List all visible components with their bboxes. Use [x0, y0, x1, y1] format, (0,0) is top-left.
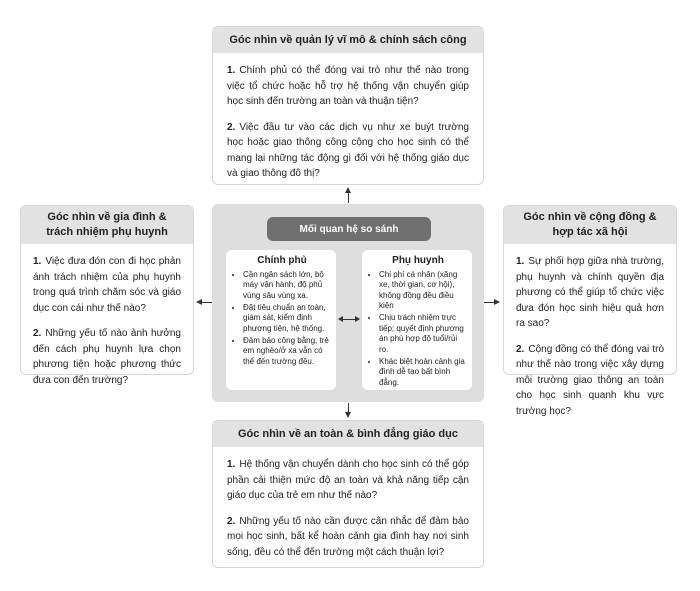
arrow-up-icon: [345, 187, 351, 193]
left-question-1: 1. Việc đưa đón con đi học phản ánh trách nhiệm của phụ huynh trong quá trình chăm sóc và giáo dục con cái như thế nào?: [33, 256, 181, 314]
left-perspective-box: [20, 205, 194, 386]
parents-bullet: • Chi phí cá nhân (xăng xe, thời gian, cơ hội), không đồng đều điều kiện: [379, 270, 466, 312]
arrow-left-icon: [196, 299, 202, 305]
arrow-down-icon: [345, 412, 351, 418]
government-title: Chính phủ: [257, 255, 307, 266]
bottom-perspective-title: Góc nhìn về an toàn & bình đẳng giáo dục: [213, 421, 483, 447]
parents-title: Phụ huynh: [392, 255, 444, 266]
government-bullet: • Đặt tiêu chuẩn an toàn, giám sát, kiểm định phương tiện, hệ thống.: [243, 303, 330, 335]
right-perspective-box: [503, 205, 677, 417]
parents-card: [362, 250, 472, 390]
government-bullet: • Đảm bảo công bằng, trẻ em nghèo/ở xa vẫn có thể đến trường đều.: [243, 336, 330, 368]
right-perspective-title: Góc nhìn về cộng đồng & hợp tác xã hội: [504, 206, 676, 244]
government-bullet: • Cần ngân sách lớn, bộ máy vận hành, độ phủ vùng sâu vùng xa.: [243, 270, 330, 302]
right-question-2: 2. Cộng đồng có thể đóng vai trò như thế nào trong việc xây dựng môi trường giao thông an toàn cho học sinh quanh khu vực trường học?: [516, 343, 664, 417]
bottom-question-2: 2. Những yếu tố nào cần được cân nhắc để đảm bảo mọi học sinh, bất kể hoàn cảnh gia đình hay nơi sinh sống, đều có thể đến trường một cách thuận lợi?: [227, 515, 469, 558]
arrow-right-icon: [494, 299, 500, 305]
parents-bullet: • Chịu trách nhiệm trực tiếp; quyết định phương án phù hợp độ tuổi/rủi ro.: [379, 313, 466, 355]
top-question-1: 1. Chính phủ có thể đóng vai trò như thế nào trong việc tổ chức hoặc hỗ trợ hệ thống vận chuyển giúp học sinh đến trường an toàn và thuận tiện?: [227, 65, 469, 107]
government-card: [226, 250, 336, 390]
bottom-question-1: 1. Hệ thống vận chuyển dành cho học sinh có thể góp phần cải thiện mức độ an toàn và khả năng tiếp cận giáo dục của trẻ em như thế nào?: [227, 459, 469, 501]
left-question-2: 2. Những yếu tố nào ảnh hưởng đến cách phụ huynh lựa chọn phương tiện hoặc phương thức đưa con đến trường?: [33, 328, 181, 386]
parents-bullet: • Khác biệt hoàn cảnh gia đình dễ tạo bất bình đẳng.: [379, 357, 466, 389]
arrow-right-icon: [355, 316, 360, 322]
right-question-1: 1. Sự phối hợp giữa nhà trường, phụ huynh và chính quyền địa phương có thể giúp tổ chức việc đưa đón học sinh hiệu quả hơn ra sao?: [516, 256, 664, 329]
arrow-left-icon: [338, 316, 343, 322]
comparison-title: Mối quan hệ so sánh: [267, 217, 431, 241]
top-perspective-box: [212, 26, 484, 185]
top-perspective-title: Góc nhìn về quản lý vĩ mô & chính sách công: [213, 27, 483, 53]
bottom-perspective-box: [212, 420, 484, 568]
top-question-2: 2. Việc đầu tư vào các dịch vụ như xe buýt trường học hoặc giao thông công cộng cho học sinh có thể mang lại những tác động gì đối với hệ thống giáo dục và giao thông đô thị?: [227, 121, 469, 179]
left-perspective-title: Góc nhìn về gia đình & trách nhiệm phụ huynh: [21, 206, 193, 244]
comparison-panel: [212, 204, 484, 402]
